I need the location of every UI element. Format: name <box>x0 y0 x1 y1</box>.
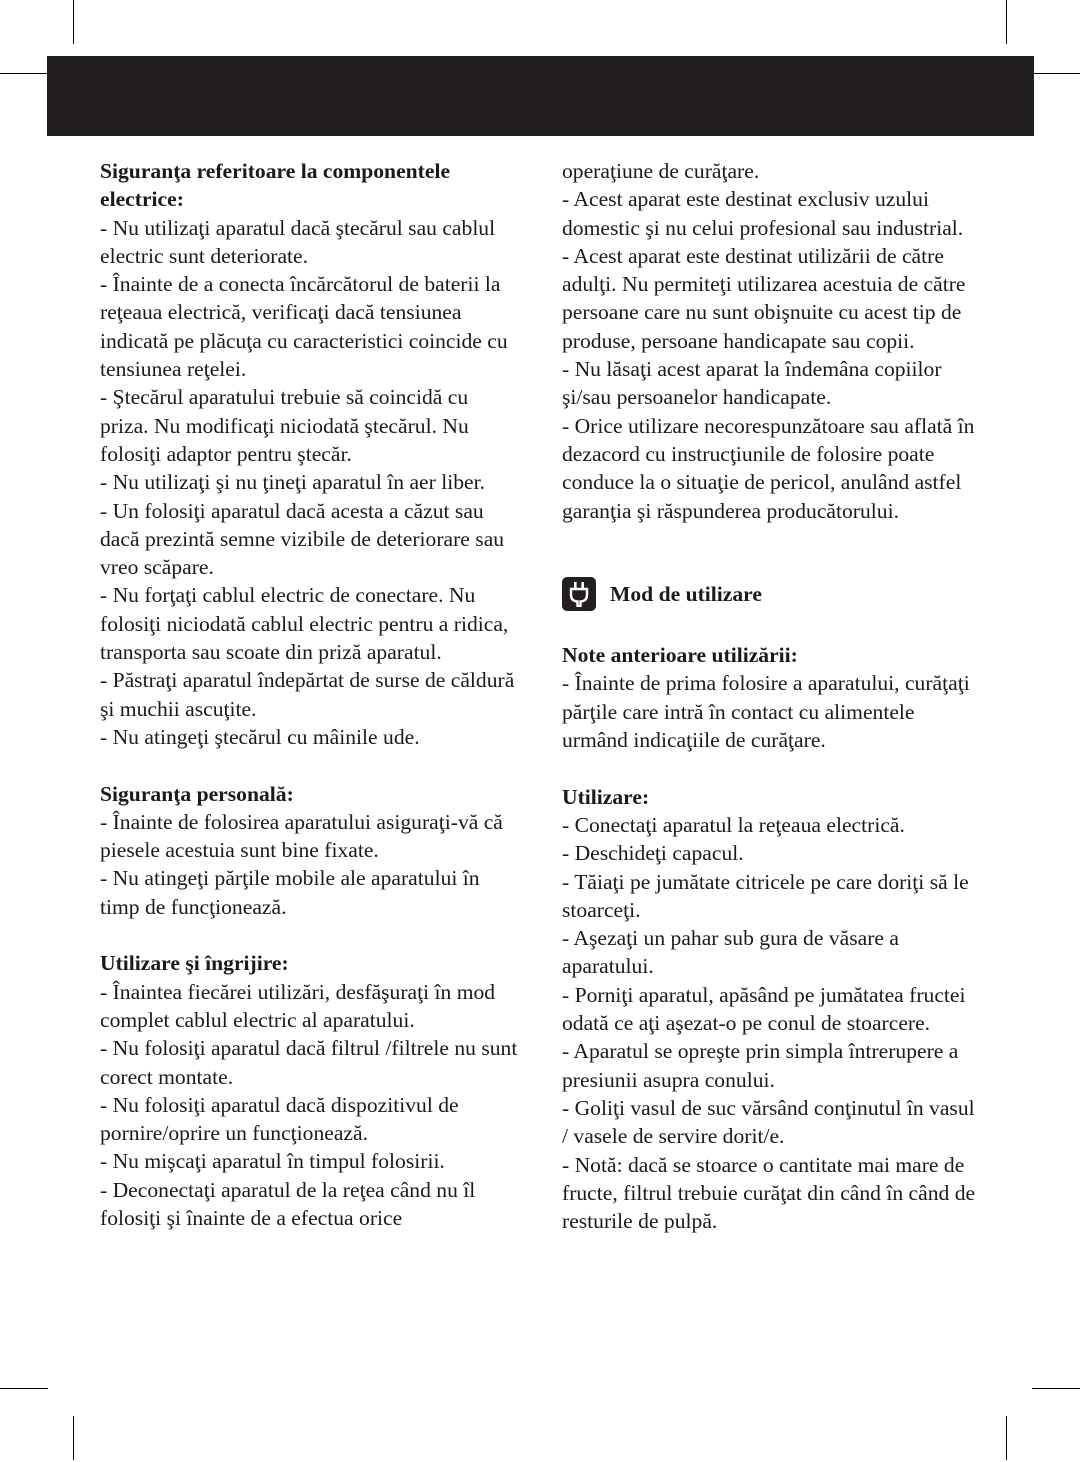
section-title-care: Utilizare şi îngrijire: <box>100 951 289 976</box>
list-item: - Nu utilizaţi şi nu ţineţi aparatul în aer liber. <box>100 470 485 495</box>
section-title-mod: Mod de utilizare <box>610 581 762 606</box>
section-title-usage: Utilizare: <box>562 784 650 809</box>
list-item: - Notă: dacă se stoarce o cantitate mai mare de fructe, filtrul trebuie curăţat din când în când de resturile de pulpă. <box>562 1152 976 1234</box>
list-item: - Nu mişcaţi aparatul în timpul folosirii. <box>100 1149 445 1174</box>
left-column <box>100 157 520 1232</box>
list-item: - Nu folosiţi aparatul dacă filtrul /filtrele nu sunt corect montate. <box>100 1036 518 1089</box>
plug-icon <box>562 577 596 611</box>
list-item: - Înaintea fiecărei utilizări, desfăşuraţi în mod complet cablul electric al aparatului. <box>100 979 496 1032</box>
list-item: - Nu folosiţi aparatul dacă dispozitivul de pornire/oprire un funcţionează. <box>100 1092 459 1146</box>
list-item: - Înainte de a conecta încărcătorul de baterii la reţeaua electrică, verificaţi dacă tensiunea indicată pe plăcuţa cu caracteristici coincide cu tensiunea reţelei. <box>100 272 508 382</box>
list-item: - Nu lăsaţi acest aparat la îndemâna copiilor şi/sau persoanelor handicapate. <box>562 357 942 410</box>
list-item: - Nu forţaţi cablul electric de conectare. Nu folosiţi niciodată cablul electric pentru a ridica, transporta sau scoate din priză aparatul. <box>100 583 509 665</box>
list-item: - Acest aparat este destinat utilizării de către adulţi. Nu permiteţi utilizarea acestuia de către persoane care nu sunt obişnuite cu acest tip de produse, persoane handicapate sau copii. <box>562 243 966 353</box>
crop-mark <box>0 73 48 74</box>
crop-mark <box>1006 1416 1007 1460</box>
list-item: - Nu atingeţi părţile mobile ale aparatului în timp de funcţionează. <box>100 866 480 919</box>
header-bar <box>47 56 1034 136</box>
list-item: - Acest aparat este destinat exclusiv uzului domestic şi nu celui profesional sau industrial. <box>562 187 964 240</box>
list-item: - Nu atingeţi ştecărul cu mâinile ude. <box>100 724 420 749</box>
list-item: - Aşezaţi un pahar sub gura de văsare a aparatului. <box>562 926 899 979</box>
list-item: - Păstraţi aparatul îndepărtat de surse de căldură şi muchii ascuţite. <box>100 668 515 721</box>
list-item: - Un folosiţi aparatul dacă acesta a căzut sau dacă prezintă semne vizibile de deteriorare sau vreo scăpare. <box>100 498 505 580</box>
list-item: - Înainte de prima folosire a aparatului, curăţaţi părţile care intră în contact cu alimentele urmând indicaţiile de curăţare. <box>562 671 970 753</box>
crop-mark <box>1032 73 1080 74</box>
list-item: - Deschideţi capacul. <box>562 841 744 866</box>
list-item: - Porniţi aparatul, apăsând pe jumătatea fructei odată ce aţi aşezat-o pe conul de stoarcere. <box>562 982 966 1036</box>
section-title-notes: Note anterioare utilizării: <box>562 643 798 668</box>
list-item: - Conectaţi aparatul la reţeaua electrică. <box>562 812 905 837</box>
list-item: - Nu utilizaţi aparatul dacă ştecărul sau cablul electric sunt deteriorate. <box>100 215 496 268</box>
section-title-electrical: Siguranţa referitoare la componentele electrice: <box>100 159 451 212</box>
crop-mark <box>1006 0 1007 44</box>
list-item: - Înainte de folosirea aparatului asiguraţi-vă că piesele acestuia sunt bine fixate. <box>100 809 503 863</box>
list-item: - Tăiaţi pe jumătate citricele pe care doriţi să le stoarceţi. <box>562 869 969 922</box>
section-title-personal: Siguranţa personală: <box>100 781 294 806</box>
list-item: operaţiune de curăţare. <box>562 159 760 183</box>
list-item: - Aparatul se opreşte prin simpla întrerupere a presiunii asupra conului. <box>562 1039 959 1092</box>
list-item: - Ştecărul aparatului trebuie să coincidă cu priza. Nu modificaţi niciodată ştecărul. Nu folosiţi adaptor pentru ştecăr. <box>100 385 469 466</box>
list-item: - Deconectaţi aparatul de la reţea când nu îl folosiţi şi înainte de a efectua orice <box>100 1177 476 1230</box>
mod-de-utilizare-header <box>562 575 982 613</box>
crop-mark <box>0 1388 48 1389</box>
list-item: - Goliţi vasul de suc vărsând conţinutul în vasul / vasele de servire dorit/e. <box>562 1095 975 1149</box>
crop-mark <box>1032 1388 1080 1389</box>
crop-mark <box>73 1416 74 1460</box>
right-column <box>562 157 982 1235</box>
crop-mark <box>73 0 74 44</box>
list-item: - Orice utilizare necorespunzătoare sau aflată în dezacord cu instrucţiunile de folosire poate conduce la o situaţie de pericol, anulând astfel garanţia şi răspunderea producătorului. <box>562 413 975 523</box>
